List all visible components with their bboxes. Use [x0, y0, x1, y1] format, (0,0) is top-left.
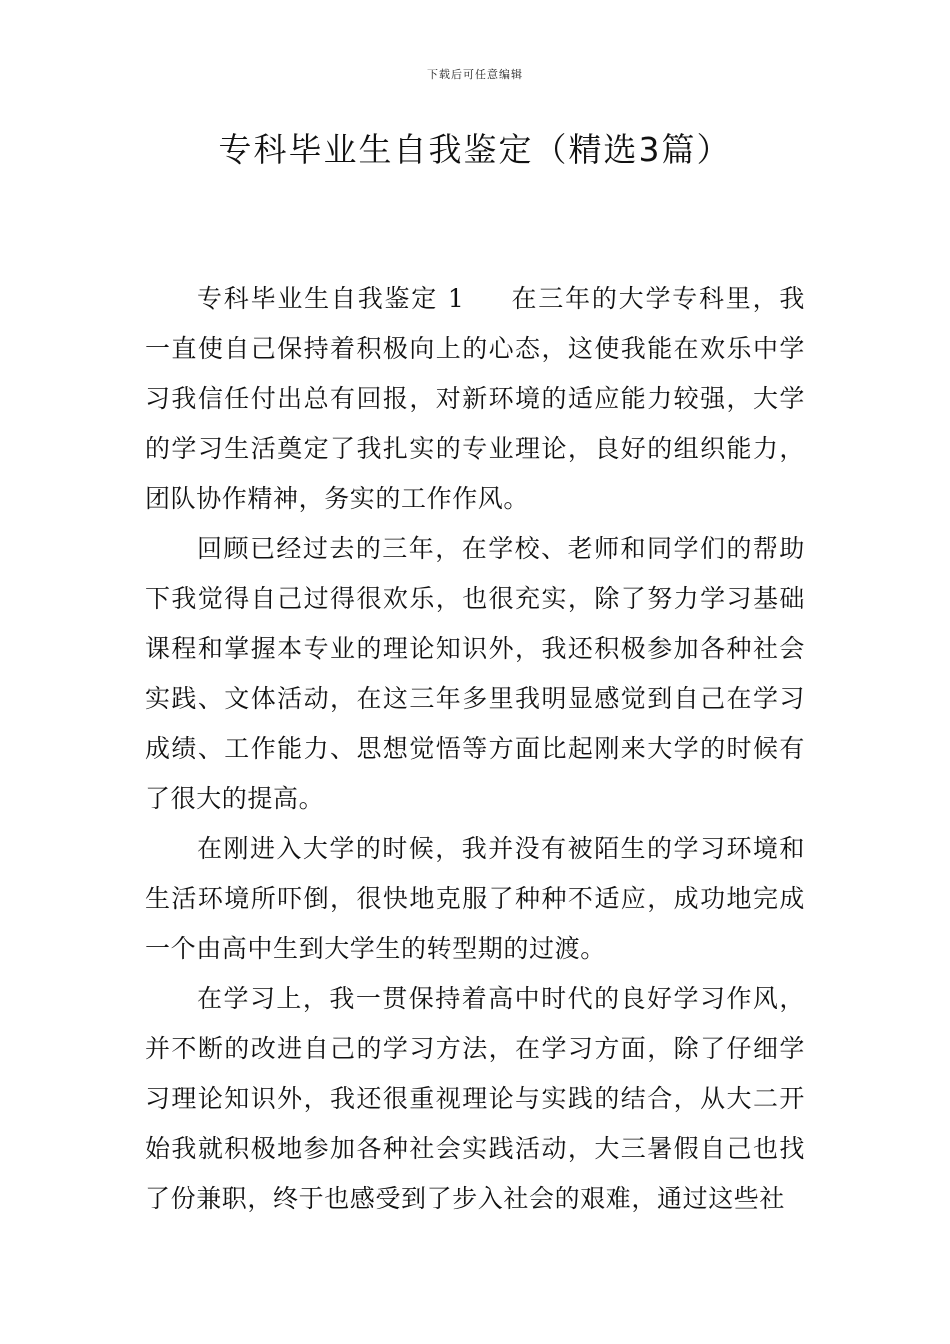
paragraph-3: 在刚进入大学的时候，我并没有被陌生的学习环境和生活环境所吓倒，很快地克服了种种不适应，成功地完成一个由高中生到大学生的转型期的过渡。: [145, 834, 805, 963]
paragraph-2: 回顾已经过去的三年，在学校、老师和同学们的帮助下我觉得自己过得很欢乐，也很充实，除了努力学习基础课程和掌握本专业的理论知识外，我还积极参加各种社会实践、文体活动，在这三年多里我明显感觉到自己在学习成绩、工作能力、思想觉悟等方面比起刚来大学的时候有了很大的提高。: [145, 534, 805, 813]
document-body: [145, 274, 805, 1224]
document-title: 专科毕业生自我鉴定（精选3篇）: [218, 130, 732, 169]
paragraph-1: [145, 274, 805, 524]
header-note: 下载后可任意编辑: [427, 68, 523, 81]
paragraph-1-text: 在三年的大学专科里，我一直使自己保持着积极向上的心态，这使我能在欢乐中学习我信任付出总有回报，对新环境的适应能力较强，大学的学习生活奠定了我扎实的专业理论，良好的组织能力，团队协作精神，务实的工作作风。: [145, 284, 805, 513]
section-label: 专科毕业生自我鉴定 1: [197, 284, 465, 313]
paragraph-4: 在学习上，我一贯保持着高中时代的良好学习作风，并不断的改进自己的学习方法，在学习方面，除了仔细学习理论知识外，我还很重视理论与实践的结合，从大二开始我就积极地参加各种社会实践活动，大三暑假自己也找了份兼职，终于也感受到了步入社会的艰难，通过这些社: [145, 984, 805, 1213]
